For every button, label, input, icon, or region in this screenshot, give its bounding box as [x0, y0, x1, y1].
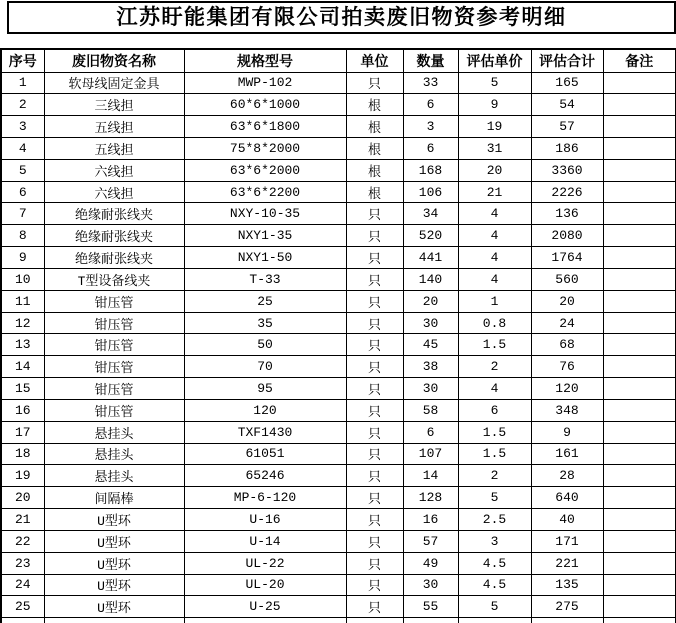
cell-remark [603, 465, 676, 487]
cell-total: 186 [531, 137, 603, 159]
cell-model: 65246 [184, 465, 346, 487]
cell-unit-price: 4.5 [458, 574, 531, 596]
cell-unit-price: 5 [458, 72, 531, 94]
cell-name: 绝缘耐张线夹 [44, 225, 184, 247]
table-row [1, 596, 676, 618]
cell-model: T-33 [184, 268, 346, 290]
cell-remark [603, 203, 676, 225]
cell-remark [603, 72, 676, 94]
cell-total: 136 [531, 203, 603, 225]
table-row [1, 421, 676, 443]
cell-qty: 128 [403, 487, 458, 509]
cell-unit: 只 [346, 443, 403, 465]
cell-model: TXF1430 [184, 421, 346, 443]
cell-model: UL-20 [184, 574, 346, 596]
cell-seq: 12 [1, 312, 44, 334]
cell-seq: 19 [1, 465, 44, 487]
cell-seq: 21 [1, 509, 44, 531]
materials-table [0, 48, 676, 623]
cell-remark [603, 574, 676, 596]
table-row [1, 137, 676, 159]
cell-unit: 只 [346, 268, 403, 290]
cell-total: 2080 [531, 225, 603, 247]
cell-remark [603, 94, 676, 116]
cell-unit: 只 [346, 378, 403, 400]
cell-name: 钳压管 [44, 356, 184, 378]
cell-total: 76 [531, 356, 603, 378]
cell-unit-price: 2 [458, 465, 531, 487]
cell-total: 1764 [531, 247, 603, 269]
cell-remark [603, 137, 676, 159]
cell-unit-price: 19 [458, 116, 531, 138]
cell-unit: 根 [346, 94, 403, 116]
cell-unit-price: 1.5 [458, 443, 531, 465]
column-header-remark: 备注 [603, 49, 676, 72]
cell-seq [1, 618, 44, 623]
cell-unit-price: 2 [458, 356, 531, 378]
cell-total: 2226 [531, 181, 603, 203]
table-row [1, 378, 676, 400]
cell-unit-price: 4.5 [458, 552, 531, 574]
cell-model: NXY-10-35 [184, 203, 346, 225]
cell-total: 120 [531, 378, 603, 400]
cell-model: 63*6*2200 [184, 181, 346, 203]
cell-qty: 6 [403, 94, 458, 116]
cell-name: U型环 [44, 596, 184, 618]
cell-unit: 根 [346, 181, 403, 203]
cell-remark [603, 290, 676, 312]
cell-name: 钳压管 [44, 399, 184, 421]
document-title: 江苏盱能集团有限公司拍卖废旧物资参考明细 [7, 1, 676, 34]
column-header-model: 规格型号 [184, 49, 346, 72]
cell-model: MP-6-120 [184, 487, 346, 509]
table-row [1, 159, 676, 181]
cell-seq: 15 [1, 378, 44, 400]
table-row [1, 356, 676, 378]
cell-name [44, 618, 184, 623]
cell-qty: 6 [403, 137, 458, 159]
cell-seq: 8 [1, 225, 44, 247]
table-row [1, 116, 676, 138]
cell-seq: 24 [1, 574, 44, 596]
cell-total [531, 618, 603, 623]
cell-remark [603, 181, 676, 203]
cell-seq: 9 [1, 247, 44, 269]
cell-unit-price [458, 618, 531, 623]
cell-qty: 16 [403, 509, 458, 531]
cell-total: 348 [531, 399, 603, 421]
table-row [1, 552, 676, 574]
cell-name: U型环 [44, 530, 184, 552]
cell-total: 165 [531, 72, 603, 94]
cell-unit-price: 20 [458, 159, 531, 181]
cell-unit: 只 [346, 334, 403, 356]
cell-unit-price: 6 [458, 399, 531, 421]
cell-name: U型环 [44, 509, 184, 531]
cell-model: 120 [184, 399, 346, 421]
cell-remark [603, 596, 676, 618]
cell-total: 40 [531, 509, 603, 531]
cell-qty: 441 [403, 247, 458, 269]
cell-unit: 只 [346, 399, 403, 421]
cell-name: T型设备线夹 [44, 268, 184, 290]
cell-unit: 只 [346, 203, 403, 225]
table-row [1, 94, 676, 116]
cell-model: 75*8*2000 [184, 137, 346, 159]
cell-seq: 4 [1, 137, 44, 159]
table-row [1, 334, 676, 356]
table-row [1, 247, 676, 269]
cell-seq: 11 [1, 290, 44, 312]
table-row [1, 443, 676, 465]
cell-model: NXY1-35 [184, 225, 346, 247]
cell-seq: 25 [1, 596, 44, 618]
cell-remark [603, 399, 676, 421]
table-row [1, 72, 676, 94]
cell-qty: 34 [403, 203, 458, 225]
cell-total: 161 [531, 443, 603, 465]
cell-qty: 45 [403, 334, 458, 356]
cell-seq: 7 [1, 203, 44, 225]
cell-model: 35 [184, 312, 346, 334]
cell-name: 六线担 [44, 181, 184, 203]
cell-name: 六线担 [44, 159, 184, 181]
cell-qty: 58 [403, 399, 458, 421]
table-row [1, 399, 676, 421]
cell-qty: 33 [403, 72, 458, 94]
cell-model: U-25 [184, 596, 346, 618]
cell-unit-price: 21 [458, 181, 531, 203]
cell-unit-price: 1.5 [458, 421, 531, 443]
cell-remark [603, 225, 676, 247]
cell-unit-price: 5 [458, 596, 531, 618]
cell-qty: 168 [403, 159, 458, 181]
cell-unit: 只 [346, 574, 403, 596]
cell-remark [603, 378, 676, 400]
cell-remark [603, 116, 676, 138]
cell-model: 70 [184, 356, 346, 378]
cell-unit-price: 0.8 [458, 312, 531, 334]
cell-unit: 只 [346, 487, 403, 509]
cell-unit: 只 [346, 530, 403, 552]
cell-remark [603, 247, 676, 269]
cell-qty: 30 [403, 574, 458, 596]
cell-name: 悬挂头 [44, 421, 184, 443]
cell-unit [346, 618, 403, 623]
cell-seq: 23 [1, 552, 44, 574]
cell-seq: 13 [1, 334, 44, 356]
cell-unit: 只 [346, 356, 403, 378]
cell-total: 275 [531, 596, 603, 618]
cell-seq: 14 [1, 356, 44, 378]
cell-qty: 30 [403, 378, 458, 400]
cell-qty: 6 [403, 421, 458, 443]
cell-remark [603, 552, 676, 574]
cell-unit-price: 4 [458, 203, 531, 225]
cell-remark [603, 421, 676, 443]
table-row-partial [1, 618, 676, 623]
table-row [1, 487, 676, 509]
cell-unit-price: 1.5 [458, 334, 531, 356]
cell-unit: 只 [346, 421, 403, 443]
column-header-unit: 单位 [346, 49, 403, 72]
cell-seq: 1 [1, 72, 44, 94]
cell-unit-price: 4 [458, 247, 531, 269]
cell-total: 28 [531, 465, 603, 487]
cell-remark [603, 530, 676, 552]
cell-seq: 10 [1, 268, 44, 290]
cell-unit: 根 [346, 116, 403, 138]
cell-model: 25 [184, 290, 346, 312]
cell-name: 钳压管 [44, 378, 184, 400]
cell-unit-price: 9 [458, 94, 531, 116]
cell-qty: 55 [403, 596, 458, 618]
cell-qty: 3 [403, 116, 458, 138]
cell-seq: 5 [1, 159, 44, 181]
cell-unit: 只 [346, 465, 403, 487]
cell-unit: 只 [346, 312, 403, 334]
cell-total: 640 [531, 487, 603, 509]
column-header-qty: 数量 [403, 49, 458, 72]
cell-model [184, 618, 346, 623]
cell-seq: 20 [1, 487, 44, 509]
cell-total: 135 [531, 574, 603, 596]
cell-model: 50 [184, 334, 346, 356]
header-row [1, 49, 676, 72]
cell-unit: 根 [346, 159, 403, 181]
cell-unit-price: 2.5 [458, 509, 531, 531]
cell-name: 绝缘耐张线夹 [44, 247, 184, 269]
cell-total: 9 [531, 421, 603, 443]
cell-remark [603, 509, 676, 531]
cell-seq: 17 [1, 421, 44, 443]
cell-model: 95 [184, 378, 346, 400]
cell-name: U型环 [44, 574, 184, 596]
table-row [1, 268, 676, 290]
cell-name: 钳压管 [44, 334, 184, 356]
table-row [1, 530, 676, 552]
cell-total: 54 [531, 94, 603, 116]
cell-qty: 107 [403, 443, 458, 465]
cell-model: 60*6*1000 [184, 94, 346, 116]
cell-qty [403, 618, 458, 623]
column-header-unit-price: 评估单价 [458, 49, 531, 72]
cell-remark [603, 268, 676, 290]
cell-total: 57 [531, 116, 603, 138]
cell-remark [603, 356, 676, 378]
cell-unit: 根 [346, 137, 403, 159]
cell-model: 61051 [184, 443, 346, 465]
cell-total: 171 [531, 530, 603, 552]
cell-model: 63*6*2000 [184, 159, 346, 181]
cell-qty: 140 [403, 268, 458, 290]
cell-qty: 520 [403, 225, 458, 247]
cell-qty: 106 [403, 181, 458, 203]
cell-unit-price: 3 [458, 530, 531, 552]
cell-remark [603, 334, 676, 356]
cell-name: U型环 [44, 552, 184, 574]
cell-total: 20 [531, 290, 603, 312]
cell-unit-price: 31 [458, 137, 531, 159]
cell-unit: 只 [346, 552, 403, 574]
cell-unit-price: 4 [458, 378, 531, 400]
cell-seq: 16 [1, 399, 44, 421]
cell-unit: 只 [346, 72, 403, 94]
cell-model: U-16 [184, 509, 346, 531]
cell-unit-price: 5 [458, 487, 531, 509]
cell-unit-price: 1 [458, 290, 531, 312]
cell-unit-price: 4 [458, 225, 531, 247]
cell-total: 68 [531, 334, 603, 356]
table-row [1, 181, 676, 203]
cell-name: 五线担 [44, 137, 184, 159]
cell-unit: 只 [346, 290, 403, 312]
cell-name: 软母线固定金具 [44, 72, 184, 94]
table-row [1, 574, 676, 596]
table-row [1, 290, 676, 312]
cell-seq: 6 [1, 181, 44, 203]
table-row [1, 203, 676, 225]
column-header-seq: 序号 [1, 49, 44, 72]
cell-qty: 49 [403, 552, 458, 574]
cell-unit-price: 4 [458, 268, 531, 290]
table-row [1, 225, 676, 247]
table-row [1, 509, 676, 531]
cell-seq: 18 [1, 443, 44, 465]
cell-remark [603, 618, 676, 623]
cell-name: 绝缘耐张线夹 [44, 203, 184, 225]
cell-name: 五线担 [44, 116, 184, 138]
cell-unit: 只 [346, 247, 403, 269]
cell-qty: 57 [403, 530, 458, 552]
cell-remark [603, 159, 676, 181]
table-row [1, 312, 676, 334]
cell-qty: 38 [403, 356, 458, 378]
cell-total: 24 [531, 312, 603, 334]
cell-name: 钳压管 [44, 290, 184, 312]
table-row [1, 465, 676, 487]
cell-name: 悬挂头 [44, 465, 184, 487]
cell-model: NXY1-50 [184, 247, 346, 269]
cell-qty: 20 [403, 290, 458, 312]
cell-qty: 30 [403, 312, 458, 334]
cell-total: 221 [531, 552, 603, 574]
cell-name: 间隔棒 [44, 487, 184, 509]
cell-seq: 22 [1, 530, 44, 552]
cell-model: MWP-102 [184, 72, 346, 94]
cell-unit: 只 [346, 225, 403, 247]
cell-model: U-14 [184, 530, 346, 552]
column-header-total: 评估合计 [531, 49, 603, 72]
cell-qty: 14 [403, 465, 458, 487]
cell-unit: 只 [346, 509, 403, 531]
cell-name: 三线担 [44, 94, 184, 116]
cell-remark [603, 443, 676, 465]
cell-seq: 3 [1, 116, 44, 138]
column-header-name: 废旧物资名称 [44, 49, 184, 72]
cell-seq: 2 [1, 94, 44, 116]
cell-name: 钳压管 [44, 312, 184, 334]
cell-remark [603, 487, 676, 509]
cell-total: 3360 [531, 159, 603, 181]
cell-model: 63*6*1800 [184, 116, 346, 138]
cell-unit: 只 [346, 596, 403, 618]
cell-name: 悬挂头 [44, 443, 184, 465]
cell-total: 560 [531, 268, 603, 290]
cell-remark [603, 312, 676, 334]
cell-model: UL-22 [184, 552, 346, 574]
